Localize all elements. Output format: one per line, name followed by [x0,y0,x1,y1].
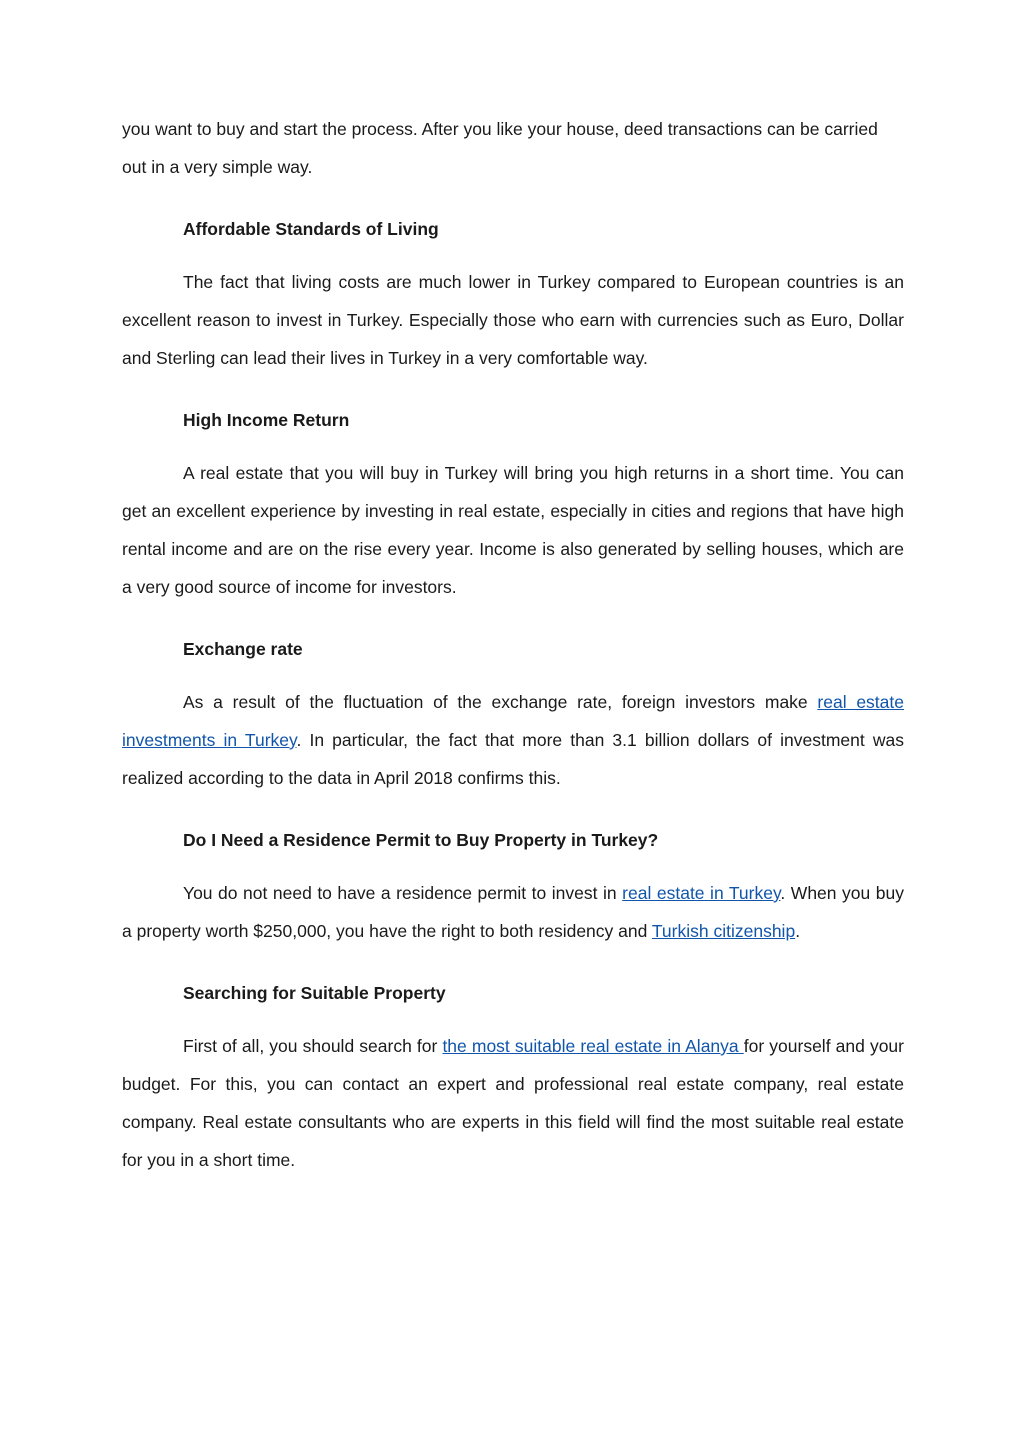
link-real-estate-investments-in-turkey[interactable]: real estate investments in Turkey [122,692,904,750]
heading-high-income-return: High Income Return [183,410,350,430]
link-most-suitable-real-estate-alanya[interactable]: the most suitable real estate in Alanya [442,1036,744,1056]
link-turkish-citizenship[interactable]: Turkish citizenship [651,921,796,941]
paragraph-residence-permit [122,874,904,950]
exchange-rate-text-after: . In particular, the fact that more than 3.1 billion dollars of investment was realized according to the data in April 2018 confirms this. [122,730,905,788]
heading-suitable-property: Searching for Suitable Property [183,983,446,1003]
residence-text-middle: . When you buy a property worth $250,000, you have the right to both residency and [122,883,904,941]
heading-affordable-living: Affordable Standards of Living [183,219,439,239]
link-real-estate-in-turkey[interactable]: real estate in Turkey [622,883,781,903]
paragraph-exchange-rate [122,683,904,797]
document-page [122,110,904,1179]
paragraph-suitable-property [122,1027,904,1179]
paragraph-affordable-living: The fact that living costs are much lower in Turkey compared to European countries is an excellent reason to invest in Turkey. Especially those who earn with currencies such as Euro, Dollar and Sterling can lead their lives in Turkey in a very comfortable way. [122,272,904,368]
heading-exchange-rate: Exchange rate [183,639,303,659]
intro-paragraph: you want to buy and start the process. After you like your house, deed transactions can be carried out in a very simple way. [122,119,878,177]
residence-text-before: You do not need to have a residence permit to invest in [183,883,623,903]
residence-text-after: . [795,921,801,941]
heading-residence-permit: Do I Need a Residence Permit to Buy Property in Turkey? [183,830,659,850]
suitable-property-text-after: for yourself and your budget. For this, you can contact an expert and professional real estate company, real estate company. Real estate consultants who are experts in this field will find the most suitable real estate for you in a short time. [122,1036,904,1170]
suitable-property-text-before: First of all, you should search for [183,1036,443,1056]
exchange-rate-text-before: As a result of the fluctuation of the exchange rate, foreign investors make [183,692,818,712]
paragraph-high-income-return: A real estate that you will buy in Turkey will bring you high returns in a short time. You can get an excellent experience by investing in real estate, especially in cities and regions that have high rental income and are on the rise every year. Income is also generated by selling houses, which are a very good source of income for investors. [122,463,904,597]
